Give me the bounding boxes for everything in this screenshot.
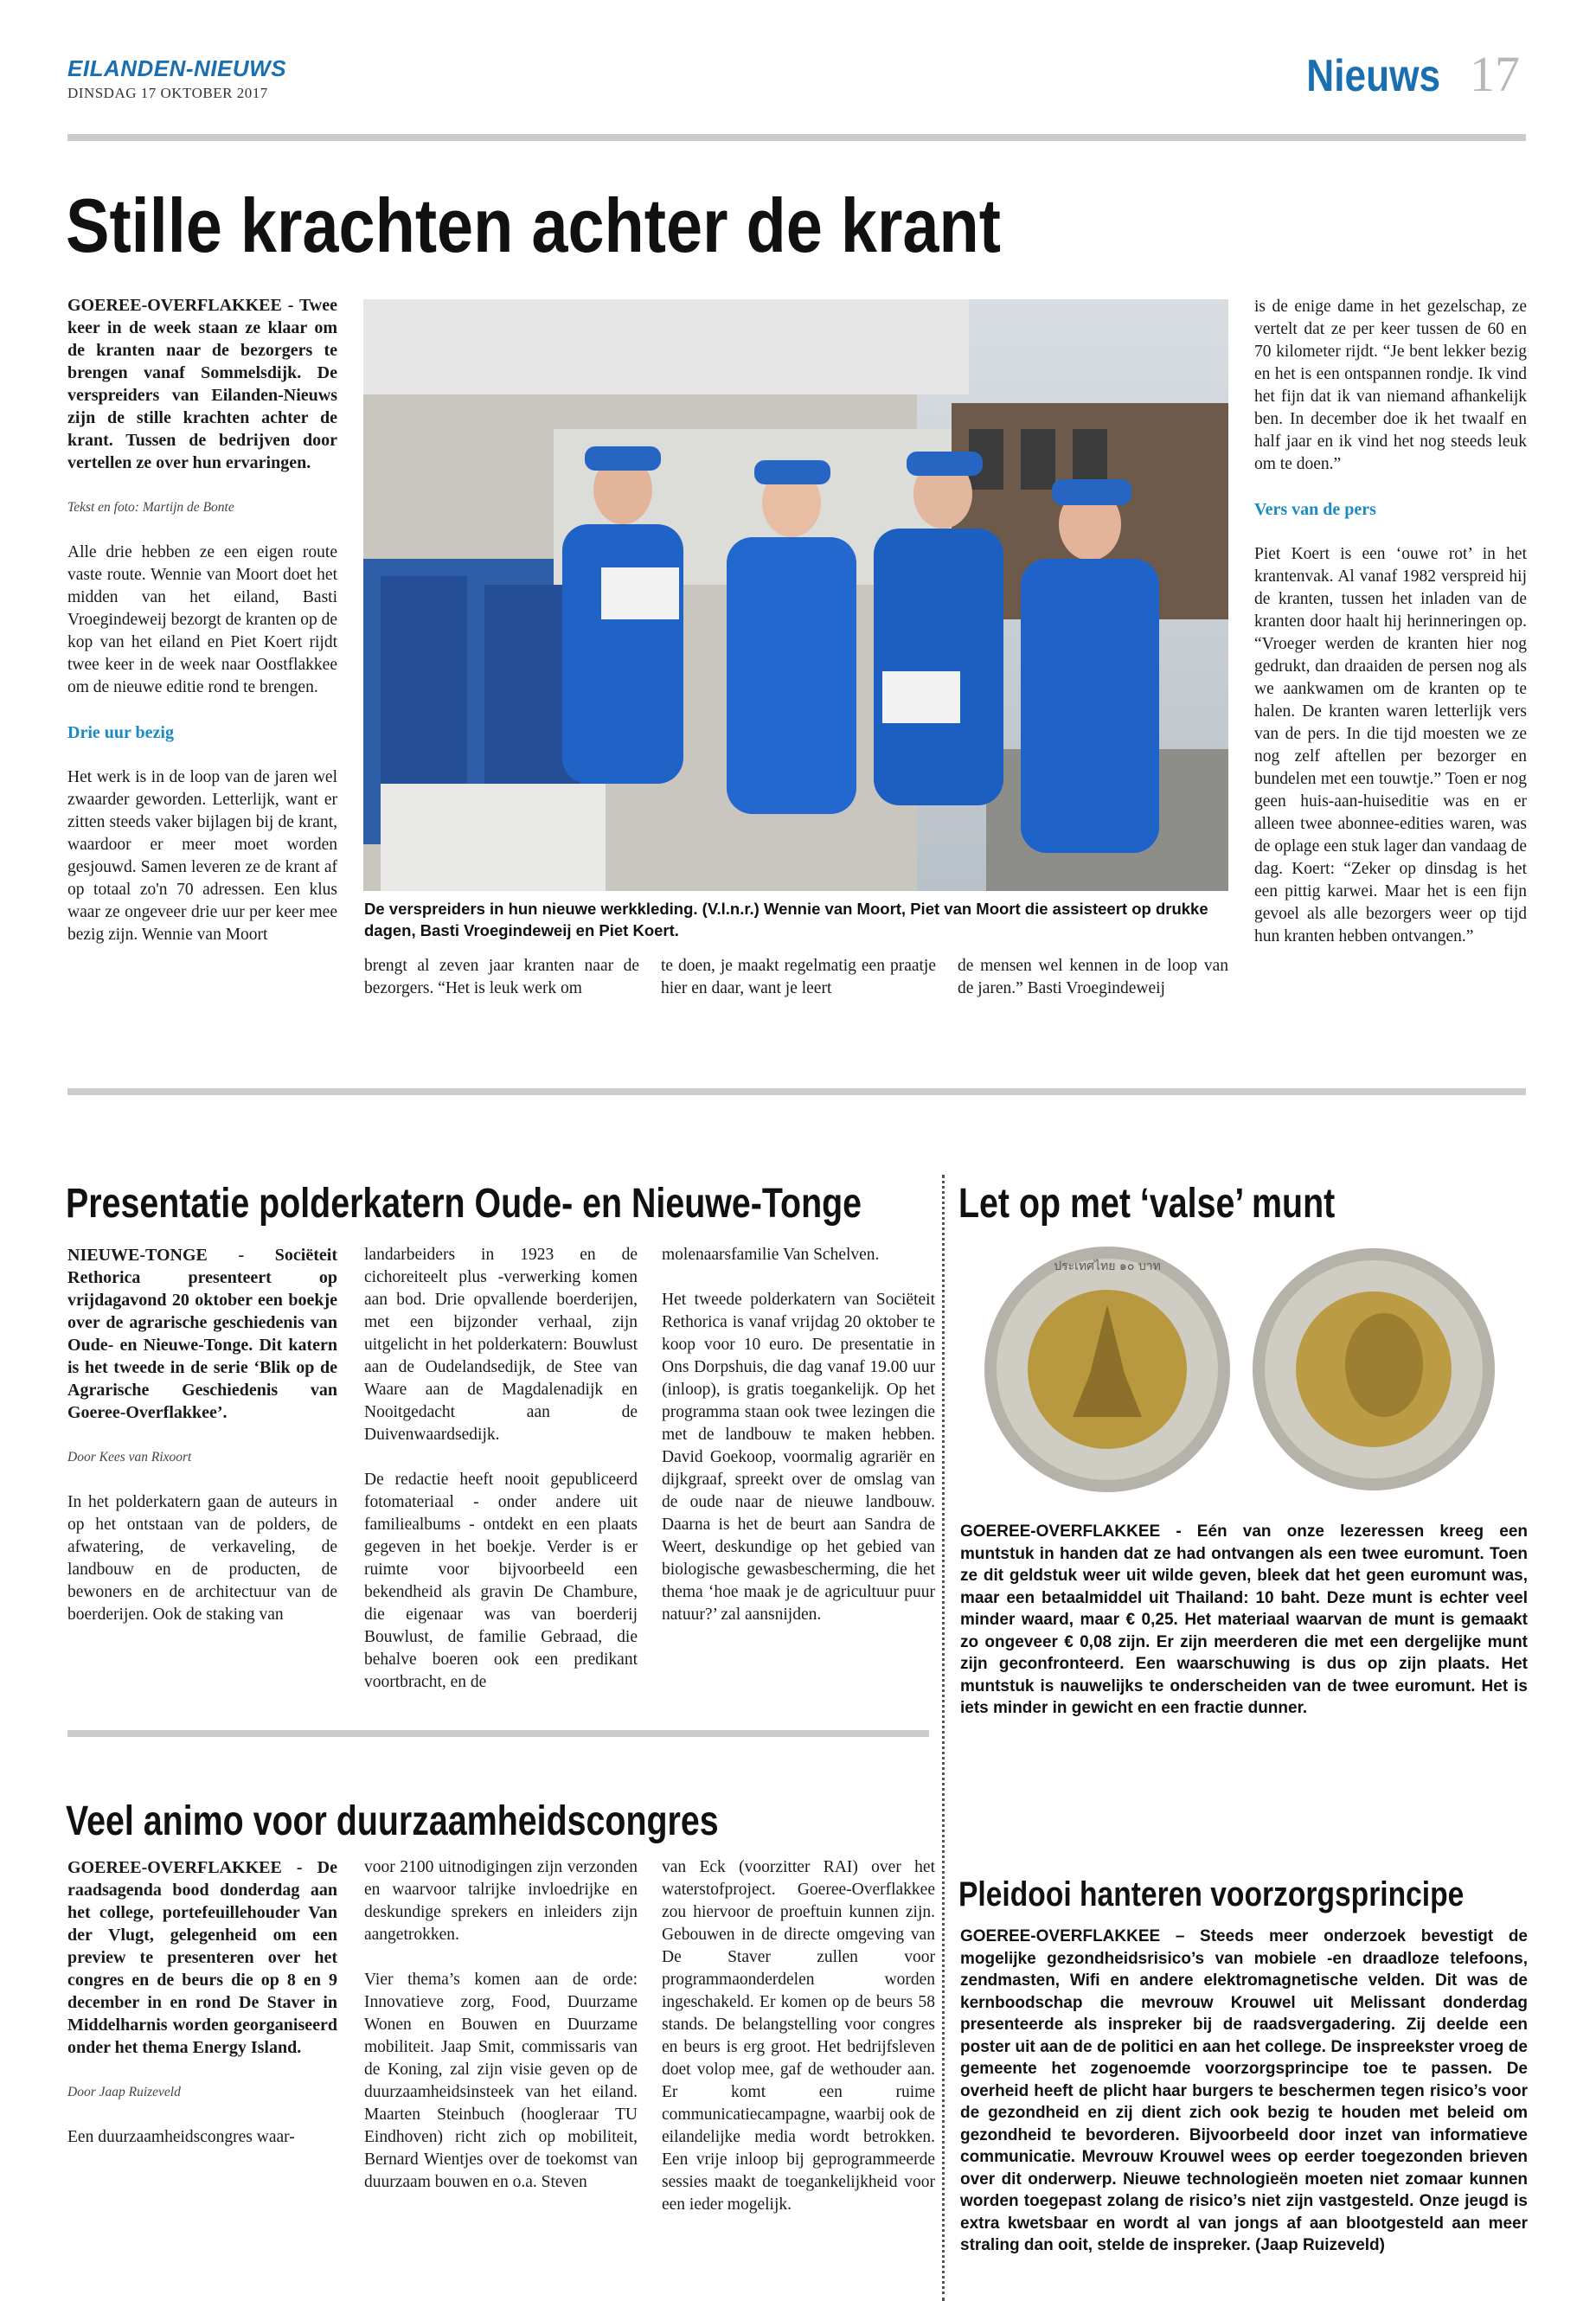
article2-column2 — [364, 1244, 638, 1716]
article2-column3 — [662, 1244, 935, 1649]
article4-headline: Veel animo voor duurzaamheidscongres — [66, 1798, 719, 1844]
article2-paragraph: In het polderkatern gaan de auteurs in op het ontstaan van de polders, de afwatering, de verkaveling, de landbouw en de producten, de bewoners en de architectuur van de boerderijen. Ook de staking van — [67, 1493, 337, 1624]
article1-paragraph: Alle drie hebben ze een eigen route vaste route. Wennie van Moort doet het midden van het eiland, Basti Vroegindeweij bezorgt de kranten op de kop van het eiland en Piet Koert rijdt twee keer in de week naar Oostflakkee om de nieuwe editie rond te brengen. — [67, 543, 337, 696]
coins-illustration — [960, 1244, 1528, 1503]
article1-column4: de mensen wel kennen in de loop van de jaren.” Basti Vroegindeweij — [958, 957, 1228, 997]
article2-lead: NIEUWE-TONGE - Sociëteit Rethorica presenteert op vrijdagavond 20 oktober een boekje over de agrarische geschiedenis van Oude- en Nieuwe-Tonge. Dit katern is het tweede in de serie ‘Blik op de Agrarische Geschiedenis van Goeree-Overflakkee’. — [67, 1246, 337, 1422]
article4-column3: van Eck (voorzitter RAI) over het waterstofproject. Goeree-Overflakkee zou hiervoor de proeftuin kunnen zijn. Gebouwen in de directe omgeving van De Staver zullen voor programmaonderdelen worden ingeschakeld. Er komen op de beurs 58 stands. De belangstelling voor congres en beurs is erg groot. Het bedrijfsleven doet volop mee, gaf de wethouder aan. Er komt een ruime communicatiecampagne, waarbij ook de eilandelijke media wordt betrokken. Een vrije inloop bij geprogrammeerde sessies maakt de toegankelijkheid voor een ieder mogelijk. — [662, 1858, 935, 2214]
section-label: Nieuws — [1306, 51, 1440, 101]
article1-column5 — [1254, 296, 1527, 971]
page-number: 17 — [1470, 46, 1520, 102]
article1-headline: Stille krachten achter de krant — [66, 183, 1001, 268]
article3-body: GOEREE-OVERFLAKKEE - Eén van onze lezeressen kreeg een muntstuk in handen dat ze had ontvangen als een twee euromunt. Toen ze dit geldstuk weer uit wilde geven, bleek dat het geen euromunt was, maar een betaalmiddel uit Thailand: 10 baht. Deze munt is echter veel minder waard, maar € 0,25. Het materiaal waarvan de munt is gemaakt zo ongeveer € 0,08 zijn. Er zijn meerderen die met een dergelijke munt zijn geconfronteerd. Een waarschuwing is dus op zijn plaats. Het muntstuk is nauwelijks te onderscheiden van de twee euromunt. Het is iets minder in gewicht en een fractie dunner. — [960, 1522, 1528, 1717]
article2-column1 — [67, 1244, 337, 1649]
article4-paragraph: Een duurzaamheidscongres waar- — [67, 2128, 295, 2146]
article2-paragraph: landarbeiders in 1923 en de cichoreiteelt plus -verwerking komen aan bod. Drie opvallende boerderijen, met een bijzonder verhaal, zijn uitgelicht in het polderkatern: Bouwlust aan de Oudelandsedijk, de Stee van Waare aan de Magdalenadijk en Nooitgedacht aan de Duivenwaardsedijk. — [364, 1246, 638, 1444]
article4-column2 — [364, 1856, 638, 2216]
article1-column3: te doen, je maakt regelmatig een praatje hier en daar, want je leert — [661, 957, 936, 997]
dateline: DINSDAG 17 OKTOBER 2017 — [67, 85, 268, 101]
article5-headline: Pleidooi hanteren voorzorgsprincipe — [958, 1875, 1465, 1913]
article4-byline: Door Jaap Ruizeveld — [67, 2085, 181, 2099]
article1-subhead: Vers van de pers — [1254, 500, 1376, 519]
photo-caption: De verspreiders in hun nieuwe werkkleding. (V.l.n.r.) Wennie van Moort, Piet van Moort die assisteert op drukke dagen, Basti Vroegindeweij en Piet Koert. — [364, 900, 1208, 939]
article2-headline: Presentatie polderkatern Oude- en Nieuwe-Tonge — [66, 1181, 862, 1227]
article5-body: GOEREE-OVERFLAKKEE – Steeds meer onderzoek bevestigt de mogelijke gezondheidsrisico’s van mobiele -en draadloze telefoons, zendmasten, Wifi en andere elektromagnetische velden. Dit was de kernboodschap die mevrouw Krouwel uit Melissant donderdag presenteerde als inspreker bij de raadsvergadering. Zij deelde een poster uit aan de de politici en aan het college. De inspreekster vroeg de gemeente het zogenoemde voorzorgsprincipe toe te passen. De overheid heeft de plicht haar burgers te beschermen tegen risico’s voor de gezondheid en zij dient zich ook bezig te houden met beleid om gezondheid te bevorderen. Bijvoorbeeld door inzet van informatieve communicatie. Mevrouw Krouwel wees op eerder toegezonden brieven over dit onderwerp. Nieuwe technologieën moeten niet zomaar kunnen worden toegepast zolang de risico’s niet zijn vastgesteld. Onze jeugd is extra kwetsbaar en wordt al van jongs af aan blootgesteld aan meer straling dan ooit, stelde de inspreker. (Jaap Ruizeveld) — [960, 1927, 1528, 2254]
article2-paragraph: molenaarsfamilie Van Schelven. — [662, 1246, 880, 1264]
article4-lead: GOEREE-OVERFLAKKEE - De raadsagenda bood donderdag aan het college, portefeuillehouder Van der Vlugt, gelegenheid om een preview te presenteren over het congres en de beurs die op 8 en 9 december in en rond De Staver in Middelharnis worden georganiseerd onder het thema Energy Island. — [67, 1858, 337, 2057]
article1-photo — [363, 299, 1228, 891]
coins-photo — [960, 1244, 1528, 1503]
article1-paragraph: Het werk is in de loop van de jaren wel zwaarder geworden. Letterlijk, want er zitten steeds vaker bijlagen bij de krant, waardoor er meer moet worden gesjouwd. Samen leveren ze de krant af op totaal zo'n 70 adressen. Een klus waar ze ongeveer drie uur per keer mee bezig zijn. Wennie van Moort — [67, 768, 337, 944]
article1-column1 — [67, 294, 337, 969]
article4-column1 — [67, 1856, 337, 2171]
section-rule — [67, 1088, 1526, 1095]
column-divider — [942, 1175, 945, 2301]
article2-byline: Door Kees van Rixoort — [67, 1450, 192, 1465]
article1-byline: Tekst en foto: Martijn de Bonte — [67, 500, 234, 515]
article1-paragraph: is de enige dame in het gezelschap, ze vertelt dat ze per keer tussen de 60 en 70 kilometer rijdt. “Je bent lekker bezig en het is een ontspannen rondje. Ik vind het fijn dat ik van niemand afhankelijk ben. In december doe ik het twaalf en half jaar en ik vind het nog steeds leuk om te doen.” — [1254, 298, 1527, 473]
coin-inscription: ประเทศไทย ๑๐ บาท — [1054, 1259, 1161, 1273]
article2-paragraph: De redactie heeft nooit gepubliceerd fotomateriaal - onder andere uit familiealbums - ontdekt en een plaats gegeven in het boekje. Verder is er ruimte voor bijvoorbeeld een bekendheid als gravin De Chambure, die eigenaar was van boerderij Bouwlust, de familie Gebraad, die behalve boeren ook een predikant voortbracht, en de — [364, 1471, 638, 1691]
header-rule — [67, 134, 1526, 141]
article4-paragraph: voor 2100 uitnodigingen zijn verzonden en waarvoor talrijke invloedrijke en deskundige sprekers en inleiders zijn aangetrokken. — [364, 1858, 638, 1944]
section-rule — [67, 1730, 929, 1737]
article2-paragraph: Het tweede polderkatern van Sociëteit Rethorica is vanaf vrijdag 20 oktober te koop voor 10 euro. De presentatie in Ons Dorpshuis, die dag vanaf 19.00 uur (inloop), is gratis toegankelijk. Op het programma staan ook twee lezingen die met de landbouw te maken hebben. David Goekoop, voormalig agrariër en dijkgraaf, spreekt over de omslag van de oude naar de nieuwe landbouw. Daarna is het de beurt aan Sandra de Weert, deskundige op het gebied van biologische gewasbescherming, die het thema ‘hoe maak je de agricultuur puur natuur?’ zal aansnijden. — [662, 1291, 935, 1624]
article4-paragraph: Vier thema’s komen aan de orde: Innovatieve zorg, Food, Duurzame Wonen en Bouwen en Duurzame mobiliteit. Jaap Smit, commissaris van de Koning, zal zijn visie geven op de duurzaamheidsinsteek van het eiland. Maarten Steinbuch (hoogleraar TU Eindhoven) richt zich op mobiliteit, Bernard Wientjes over de toekomst van duurzaam bouwen en o.a. Steven — [364, 1971, 638, 2191]
article1-paragraph: Piet Koert is een ‘ouwe rot’ in het krantenvak. Al vanaf 1982 verspreid hij de kranten, tussen het inladen van de kranten door haalt hij herinneringen op. “Vroeger werden de kranten hier nog gedrukt, dan draaiden de persen nog als we aankwamen om de kranten op te halen. De kranten waren letterlijk vers van de pers. In die tijd moesten we ze nog zelf aftellen per bezorger en bundelen met een touwtje.” Toen er nog geen huis-aan-huiseditie was en er alleen twee abonnee-edities waren, was de oplage een stuk lager dan vandaag de dag. Koert: “Zeker op dinsdag is het een pittig karwei. Maar het is een fijn gevoel als alle bezorgers weer op tijd hun kranten hebben ontvangen.” — [1254, 545, 1527, 945]
article1-column2: brengt al zeven jaar kranten naar de bezorgers. “Het is leuk werk om — [364, 957, 639, 997]
article1-lead: GOEREE-OVERFLAKKEE - Twee keer in de week staan ze klaar om de kranten naar de bezorgers te brengen vanaf Sommelsdijk. De verspreiders van Eilanden-Nieuws zijn de stille krachten achter de krant. Tussen de bedrijven door vertellen ze over hun ervaringen. — [67, 296, 337, 472]
article3-headline: Let op met ‘valse’ munt — [958, 1181, 1336, 1227]
article1-subhead: Drie uur bezig — [67, 723, 174, 742]
masthead-logo: EILANDEN-NIEUWS — [67, 55, 287, 81]
newspaper-distributors-photo — [363, 299, 1228, 891]
